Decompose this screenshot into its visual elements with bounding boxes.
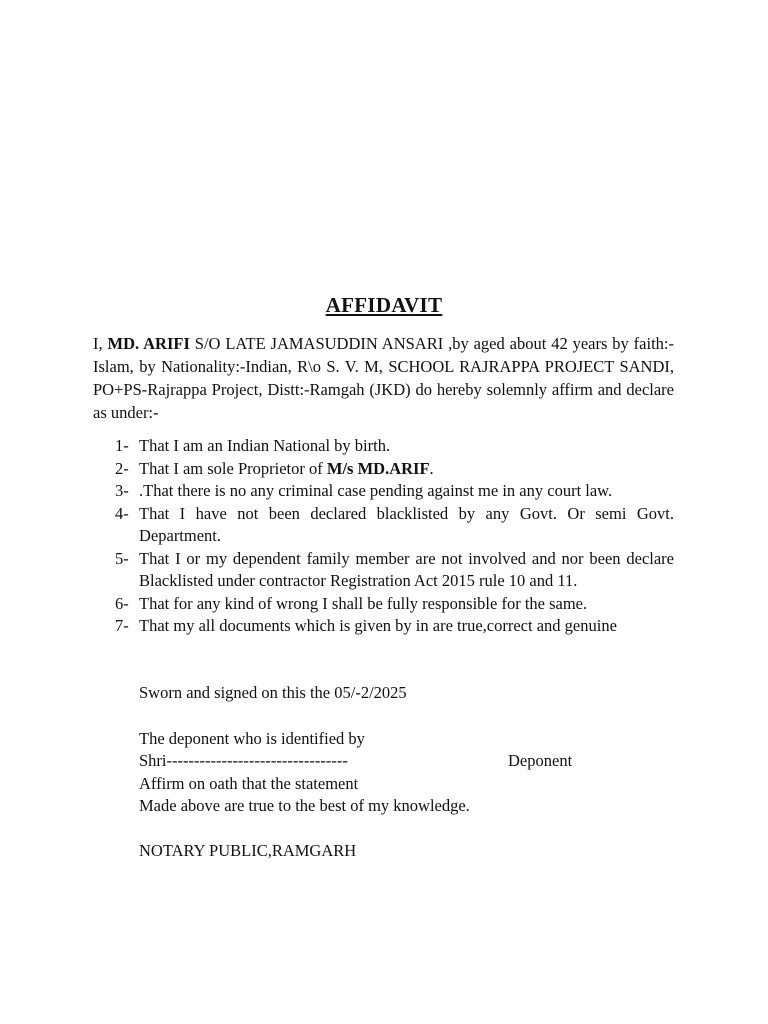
declaration-item [93,503,674,548]
item-text: That for any kind of wrong I shall be fully responsible for the same. [139,593,588,613]
item-number: 4- [115,503,129,523]
item-number: 5- [115,548,129,568]
item-number: 7- [115,616,129,635]
identified-by-line: The deponent who is identified by [139,729,365,748]
declaration-item [93,435,674,458]
document-title: AFFIDAVIT [325,293,443,317]
shri-line: Shri--------------------------------- [139,751,348,770]
item-text: That I have not been declared blacklisted by any Govt. Or semi Govt. Department. [139,503,674,545]
declaration-item [93,480,674,503]
intro-prefix: I, [93,334,108,353]
declaration-item [93,548,674,593]
item-text: That I am an Indian National by birth. [139,436,391,455]
declaration-item [93,458,674,481]
item-number: 6- [115,593,129,613]
item-text: .That there is no any criminal case pending against me in any court law. [139,481,613,500]
declaration-list [93,435,674,638]
item-number: 1- [115,436,129,455]
item-text: That I am sole Proprietor of [139,458,327,478]
deponent-name: MD. ARIFI [107,334,190,353]
declaration-item [93,593,674,616]
item-text: That my all documents which is given by in are true,correct and genuine [139,616,617,635]
firm-name: M/s MD.ARIF [326,458,430,478]
item-number: 3- [115,481,129,500]
intro-paragraph [93,332,674,424]
intro-rest: S/O LATE JAMASUDDIN ANSARI ,by aged about 42 years by faith:-Islam, by Nationality:-Indian, R\o S. V. M, SCHOOL RAJRAPPA PROJECT SANDI, PO+PS-Rajrappa Project, Distt:-Ramgah (JKD) do hereby solemnly affirm and declare as under:- [93,334,674,422]
item-text-end: . [429,458,434,478]
declaration-item [93,615,674,638]
sworn-statement: Sworn and signed on this the 05/-2/2025 [139,683,407,702]
affirm-line: Affirm on oath that the statement [139,774,359,793]
made-above-line: Made above are true to the best of my knowledge. [139,796,470,815]
item-text: That I or my dependent family member are not involved and nor been declare Blacklisted under contractor Registration Act 2015 rule 10 and 11. [139,548,674,590]
notary-public-line: NOTARY PUBLIC,RAMGARH [139,841,357,860]
item-number: 2- [115,458,129,478]
deponent-label: Deponent [508,751,573,770]
